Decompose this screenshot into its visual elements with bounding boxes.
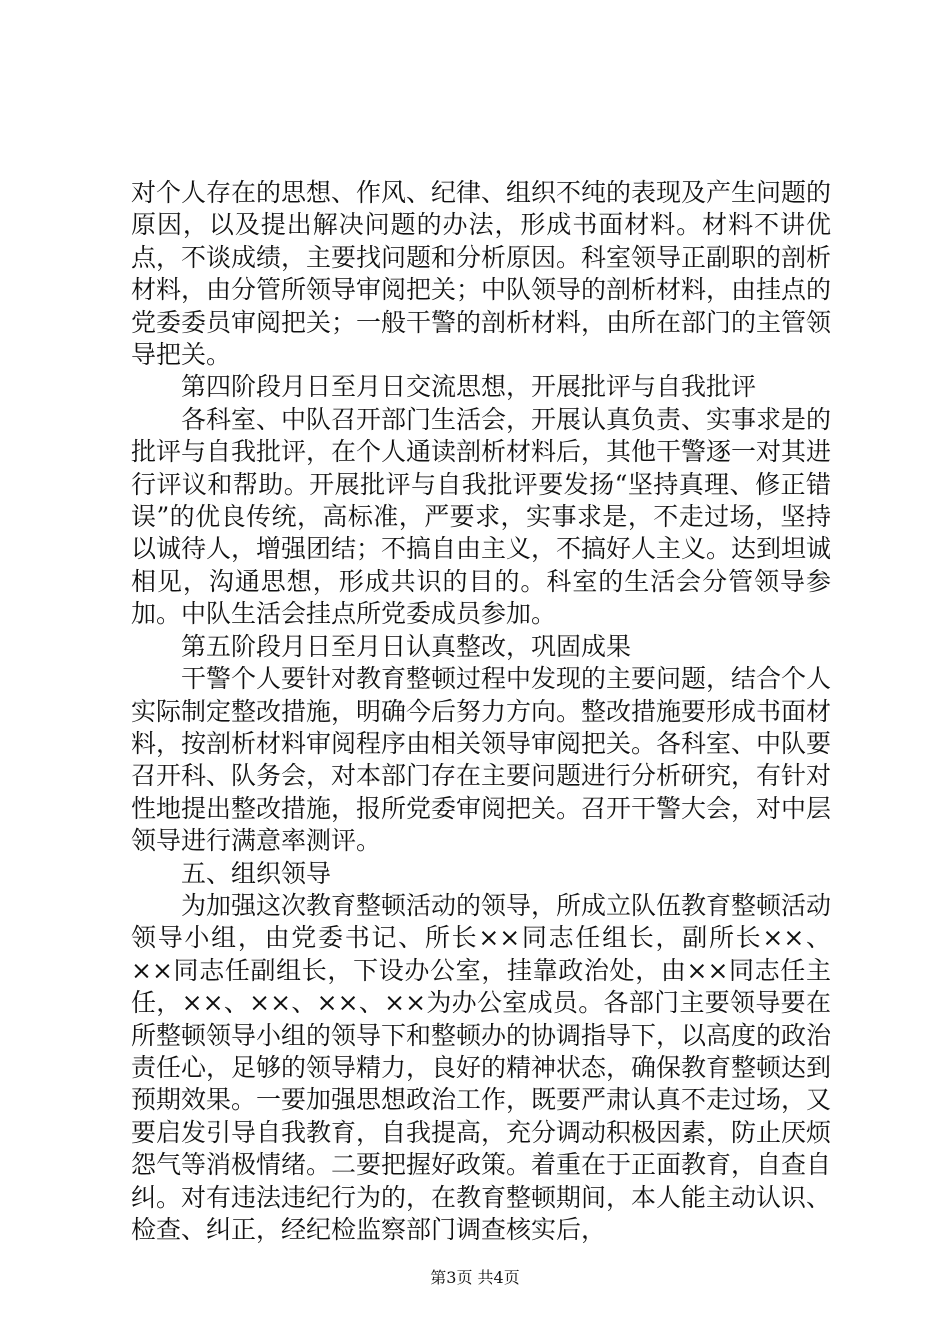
page-number-footer: 第3页 共4页: [430, 1268, 520, 1287]
paragraph-rectification: 干警个人要针对教育整顿过程中发现的主要问题，结合个人实际制定整改措施，明确今后努力方向。整改措施要形成书面材料，按剖析材料审阅程序由相关领导审阅把关。各科室、中队要召开科、队务会，对本部门存在主要问题进行分析研究，有针对性地提出整改措施，报所党委审阅把关。召开干警大会，对中层领导进行满意率测评。: [131, 664, 832, 856]
stage-five-heading: 第五阶段月日至月日认真整改，巩固成果: [181, 631, 632, 661]
section-heading-organization: 五、组织领导: [181, 858, 332, 888]
paragraph-leadership: 为加强这次教育整顿活动的领导，所成立队伍教育整顿活动领导小组，由党委书记、所长××同志任组长，副所长××、××同志任副组长，下设办公室，挂靠政治处，由××同志任主任，××、××、××、××为办公室成员。各部门主要领导要在所整顿领导小组的领导下和整顿办的协调指导下，以高度的政治责任心，足够的领导精力，良好的精神状态，确保教育整顿达到预期效果。一要加强思想政治工作，既要严肃认真不走过场，又要启发引导自我教育，自我提高，充分调动积极因素，防止厌烦怨气等消极情绪。二要把握好政策。着重在于正面教育，自查自纠。对有违法违纪行为的，在教育整顿期间，本人能主动认识、检查、纠正，经纪检监察部门调查核实后，: [131, 890, 832, 1244]
paragraph-criticism: 各科室、中队召开部门生活会，开展认真负责、实事求是的批评与自我批评，在个人通读剖析材料后，其他干警逐一对其进行评议和帮助。开展批评与自我批评要发扬“坚持真理、修正错误”的优良传统，高标准，严要求，实事求是，不走过场，坚持以诚待人，增强团结；不搞自由主义，不搞好人主义。达到坦诚相见，沟通思想，形成共识的目的。科室的生活会分管领导参加。中队生活会挂点所党委成员参加。: [131, 404, 832, 629]
stage-four-heading: 第四阶段月日至月日交流思想，开展批评与自我批评: [181, 372, 757, 402]
paragraph-continuation: 对个人存在的思想、作风、纪律、组织不纯的表现及产生问题的原因，以及提出解决问题的办法，形成书面材料。材料不讲优点，不谈成绩，主要找问题和分析原因。科室领导正副职的剖析材料，由分管所领导审阅把关；中队领导的剖析材料，由挂点的党委委员审阅把关；一般干警的剖析材料，由所在部门的主管领导把关。: [131, 178, 832, 370]
document-body: [131, 177, 831, 1246]
